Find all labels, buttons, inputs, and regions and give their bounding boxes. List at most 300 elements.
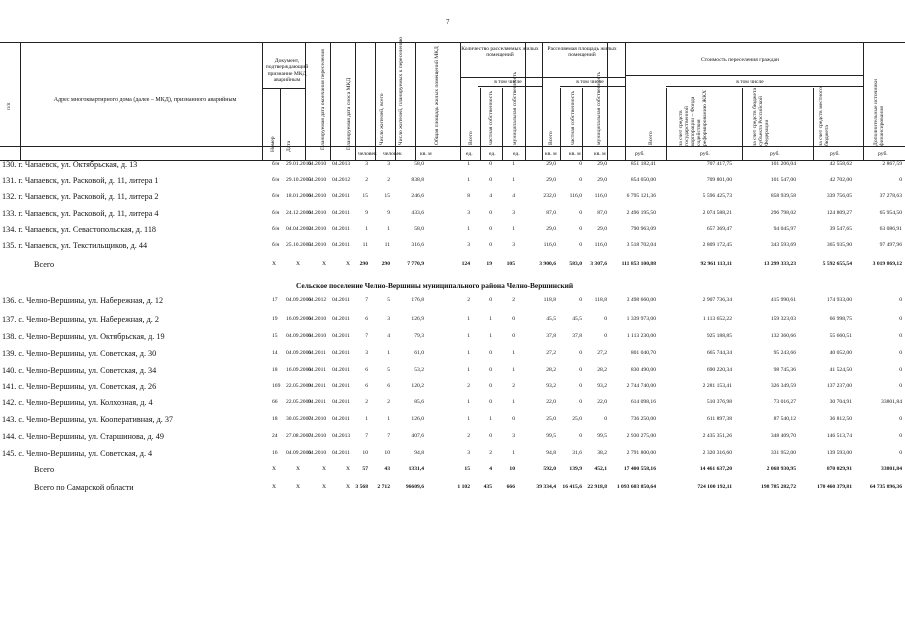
header-planned-end: Планируемая дата окончания переселения <box>320 49 326 150</box>
grid-vline <box>480 88 481 160</box>
cell-s: 45,5 <box>546 316 556 322</box>
cell-date: 16.09.2006 <box>286 316 312 322</box>
cell-sp: 0 <box>579 177 582 183</box>
cell-area: 433,6 <box>411 210 424 216</box>
cell-cf: 2 809 172,45 <box>702 242 732 248</box>
cell-cr: 101 547,00 <box>770 177 796 183</box>
cell-cf: 2 907 736,34 <box>702 297 732 303</box>
header-area-group: Расселяемая площадь жилых помещений <box>547 46 617 59</box>
cell-rt: 7 <box>365 433 368 439</box>
grid-vline <box>542 42 543 160</box>
cell-cr: 94 045,97 <box>773 226 796 232</box>
cell-rp: 6 <box>387 383 390 389</box>
cell-date: 04.09.2006 <box>286 333 312 339</box>
cell-pe: 04.2010 <box>308 210 327 216</box>
cell-cost: 17 400 558,16 <box>623 466 656 472</box>
cell-kp: 0 <box>489 350 492 356</box>
cell-cost: 851 182,41 <box>630 161 656 167</box>
cell-pe: 04.2010 <box>308 161 327 167</box>
cell-docn: б/н <box>272 177 280 183</box>
cell-pe: 04.2010 <box>308 333 327 339</box>
cell-date: 22.05.2009 <box>286 383 312 389</box>
cell-km: 4 <box>512 193 515 199</box>
cell-sp: 0 <box>579 226 582 232</box>
cell-pd: 04.2011 <box>332 193 350 199</box>
cell-kp: 435 <box>483 484 492 490</box>
cell-rt: 7 <box>365 297 368 303</box>
cell-sm: 29,0 <box>597 161 607 167</box>
cell-rt: 6 <box>365 383 368 389</box>
cell-pe: 04.2011 <box>308 399 326 405</box>
cell-k: 1 102 <box>457 484 470 490</box>
cell-date: 25.10.2005 <box>286 242 312 248</box>
header-address: Адрес многоквартирного дома (далее – МКД), признанного аварийным <box>53 97 237 103</box>
header-area-total: Всего <box>548 131 554 145</box>
cell-cl: 40 052,00 <box>829 350 852 356</box>
cell-rp: 9 <box>387 210 390 216</box>
cell-ex: 0 <box>899 450 902 456</box>
cell-rt: 290 <box>359 261 368 267</box>
cell-docn: 19 <box>272 316 278 322</box>
cell-cost: 2 496 195,50 <box>626 210 656 216</box>
cell-cr: 87 540,12 <box>773 416 796 422</box>
cell-pd: 04.2011 <box>332 242 350 248</box>
cell-pd: 04.2011 <box>332 210 350 216</box>
grid-hline <box>460 77 542 78</box>
cell-cost: 2 930 275,00 <box>626 433 656 439</box>
grid-vline <box>525 42 526 160</box>
header-cost-group: Стоимость переселения граждан <box>700 57 780 63</box>
cell-kp: 0 <box>489 367 492 373</box>
cell-cl: 36 812,50 <box>829 416 852 422</box>
cell-sp: 0 <box>579 399 582 405</box>
row-address: 130. г. Чапаевск, ул. Октябрьская, д. 13 <box>2 160 138 169</box>
cell-cl: 339 756,05 <box>826 193 852 199</box>
cell-cr: 2 068 930,95 <box>766 466 796 472</box>
unit-people1: человек <box>358 151 377 157</box>
cell-cf: 611 897,38 <box>707 416 732 422</box>
cell-rt: 6 <box>365 316 368 322</box>
unit-cell: руб. <box>635 151 645 157</box>
cell-km: 0 <box>512 316 515 322</box>
cell-rp: 5 <box>387 367 390 373</box>
cell-s: 93,2 <box>546 383 556 389</box>
cell-s: 29,0 <box>546 226 556 232</box>
header-planned-demolish: Планируемая дата сноса МКД <box>346 77 352 150</box>
cell-km: 105 <box>506 261 515 267</box>
header-cost-region: за счет средств бюджета субъекта Российской Федерации <box>752 88 770 146</box>
cell-cl: 146 513,74 <box>826 433 852 439</box>
header-area-incl: в том числе <box>576 79 604 85</box>
row-address: 140. с. Челно-Вершины, ул. Советская, д. 34 <box>2 366 157 375</box>
cell-pe: 04.2010 <box>308 450 327 456</box>
cell-cf: 657 369,47 <box>706 226 732 232</box>
cell-cf: 665 744,34 <box>706 350 732 356</box>
total-x: X <box>346 261 351 267</box>
cell-km: 10 <box>509 466 515 472</box>
cell-rp: 2 <box>387 399 390 405</box>
cell-km: 1 <box>512 367 515 373</box>
header-rooms-group: Количество расселяемых жилых помещений <box>461 46 539 59</box>
total-x: X <box>296 261 301 267</box>
row-address: 137. с. Челно-Вершины, ул. Набережная, д. 2 <box>2 315 159 324</box>
cell-rp: 1 <box>387 416 390 422</box>
cell-cl: 42 558,62 <box>829 161 852 167</box>
row-address: 144. с. Челно-Вершины, ул. Старшинова, д. 49 <box>2 432 164 441</box>
row-address: 145. с. Челно-Вершины, ул. Советская, д. 4 <box>2 449 153 458</box>
cell-cr: 198 785 282,72 <box>761 484 796 490</box>
cell-cf: 510 376,98 <box>706 399 732 405</box>
row-address: 135. г. Чапаевск, ул. Текстильщиков, д. 44 <box>2 241 148 250</box>
cell-kp: 4 <box>489 193 492 199</box>
grid-hline <box>542 77 625 78</box>
unit-cell: ед. <box>513 151 520 157</box>
cell-docn: 18 <box>272 416 278 422</box>
cell-cr: 331 952,00 <box>770 450 796 456</box>
unit-cell: кв. м <box>420 151 432 157</box>
cell-k: 1 <box>467 316 470 322</box>
cell-cf: 925 188,85 <box>706 333 732 339</box>
cell-kp: 0 <box>489 226 492 232</box>
cell-pd: 04.2011 <box>332 383 350 389</box>
cell-area: 176,8 <box>411 297 424 303</box>
cell-sm: 0 <box>604 416 607 422</box>
cell-kp: 0 <box>489 433 492 439</box>
cell-rt: 1 <box>365 226 368 232</box>
grid-vline <box>560 88 561 160</box>
cell-s: 232,0 <box>543 193 556 199</box>
cell-ex: 2 867,59 <box>882 161 902 167</box>
cell-docn: 14 <box>272 350 278 356</box>
cell-cost: 3 518 702,04 <box>626 242 656 248</box>
grid-vline <box>415 42 416 160</box>
cell-rp: 290 <box>381 261 390 267</box>
cell-kp: 0 <box>489 297 492 303</box>
cell-pd: 04.2013 <box>332 161 351 167</box>
cell-sp: 31,6 <box>572 450 582 456</box>
cell-pd: 04.2011 <box>332 367 350 373</box>
header-residents-planned: Число жителей, планируемых к переселению <box>398 36 404 145</box>
grid-vline <box>280 88 281 160</box>
cell-cl: 124 809,27 <box>826 210 852 216</box>
header-doc-date: Дата <box>286 140 292 152</box>
page-number: 7 <box>446 18 450 26</box>
cell-area: 838,8 <box>411 177 424 183</box>
cell-ex: 37 278,63 <box>879 193 902 199</box>
cell-rp: 4 <box>387 333 390 339</box>
cell-docn: б/н <box>272 242 280 248</box>
cell-rt: 7 <box>365 333 368 339</box>
total-x: X <box>322 466 327 472</box>
cell-pe: 04.2010 <box>308 177 327 183</box>
cell-rp: 3 <box>387 161 390 167</box>
cell-cost: 736 250,00 <box>630 416 656 422</box>
cell-cost: 801 040,70 <box>630 350 656 356</box>
cell-cr: 415 990,61 <box>770 297 796 303</box>
cell-date: 24.12.2006 <box>286 210 312 216</box>
cell-area: 1331,4 <box>408 466 424 472</box>
header-area-private: частная собственность <box>570 90 576 145</box>
cell-area: 85,6 <box>414 399 424 405</box>
grid-hline <box>262 88 305 89</box>
cell-docn: 169 <box>272 383 281 389</box>
cell-cf: 707 417,75 <box>706 161 732 167</box>
cell-ex: 0 <box>899 367 902 373</box>
cell-kp: 0 <box>489 242 492 248</box>
grid-vline <box>460 42 461 160</box>
cell-sm: 93,2 <box>597 383 607 389</box>
grid-vline <box>666 88 667 160</box>
cell-km: 2 <box>512 297 515 303</box>
cell-docn: б/н <box>272 193 280 199</box>
cell-kp: 4 <box>489 466 492 472</box>
total-x: X <box>322 261 327 267</box>
cell-k: 8 <box>467 193 470 199</box>
cell-area: 58,0 <box>414 161 424 167</box>
cell-cost: 790 963,09 <box>630 226 656 232</box>
cell-pe: 04.2010 <box>308 226 327 232</box>
cell-k: 1 <box>467 333 470 339</box>
cell-rt: 3 <box>365 161 368 167</box>
cell-ex: 64 735 896,36 <box>869 484 902 490</box>
cell-cl: 30 704,91 <box>829 399 852 405</box>
cell-kp: 0 <box>489 399 492 405</box>
cell-k: 15 <box>464 466 470 472</box>
cell-cost: 1 113 230,00 <box>626 333 656 339</box>
cell-pe: 04.2010 <box>308 316 327 322</box>
cell-docn: 15 <box>272 333 278 339</box>
cell-km: 1 <box>512 450 515 456</box>
row-address: 132. г. Чапаевск, ул. Расковой, д. 11, литера 2 <box>2 192 159 201</box>
cell-cr: 858 939,58 <box>770 193 796 199</box>
cell-cl: 39 547,65 <box>829 226 852 232</box>
cell-sm: 29,0 <box>597 177 607 183</box>
cell-ex: 0 <box>899 297 902 303</box>
row-address: 134. г. Чапаевск, ул. Севастопольская, д. 118 <box>2 225 157 234</box>
cell-cf: 92 961 113,11 <box>700 261 732 267</box>
cell-sm: 99,5 <box>597 433 607 439</box>
cell-cl: 139 593,00 <box>826 450 852 456</box>
cell-kp: 1 <box>489 416 492 422</box>
cell-area: 96609,6 <box>405 484 424 490</box>
cell-cost: 2 791 800,00 <box>626 450 656 456</box>
cell-rt: 57 <box>362 466 368 472</box>
cell-area: 407,6 <box>411 433 424 439</box>
cell-rp: 43 <box>384 466 390 472</box>
cell-date: 04.09.2006 <box>286 350 312 356</box>
grid-vline <box>502 88 503 160</box>
header-doc-number: Номер <box>270 136 276 152</box>
cell-rp: 3 <box>387 316 390 322</box>
total-x: X <box>346 466 351 472</box>
cell-cf: 2 320 316,60 <box>702 450 732 456</box>
row-address: 139. с. Челно-Вершины, ул. Советская, д. 30 <box>2 349 157 358</box>
cell-date: 04.09.2006 <box>286 450 312 456</box>
cell-cf: 2 074 588,21 <box>702 210 732 216</box>
cell-pd: 04.2011 <box>332 316 350 322</box>
cell-area: 120,2 <box>411 383 424 389</box>
cell-ex: 63 086,91 <box>879 226 902 232</box>
cell-rt: 2 <box>365 399 368 405</box>
cell-docn: 18 <box>272 367 278 373</box>
row-address: 141. с. Челно-Вершины, ул. Советская, д. 26 <box>2 382 157 391</box>
cell-ex: 0 <box>899 383 902 389</box>
cell-date: 04.09.2006 <box>286 297 312 303</box>
cell-ex: 3 019 869,12 <box>872 261 902 267</box>
header-cost-total: Всего <box>648 131 654 145</box>
total-x: X <box>272 466 277 472</box>
cell-s: 99,5 <box>546 433 556 439</box>
cell-sm: 87,0 <box>597 210 607 216</box>
cell-pd: 04.2011 <box>332 416 350 422</box>
cell-cl: 41 524,50 <box>829 367 852 373</box>
cell-s: 22,0 <box>546 399 556 405</box>
cell-ex: 0 <box>899 350 902 356</box>
total-x: X <box>272 484 277 490</box>
cell-rp: 2 712 <box>377 484 390 490</box>
cell-cl: 5 592 655,54 <box>822 261 852 267</box>
cell-kp: 0 <box>489 383 492 389</box>
cell-ex: 33801,84 <box>881 466 902 472</box>
cell-cr: 348 409,70 <box>770 433 796 439</box>
cell-rt: 3 <box>365 350 368 356</box>
cell-date: 27.08.2007 <box>286 433 312 439</box>
header-residents-total: Число жителей, всего <box>379 93 385 145</box>
cell-k: 3 <box>467 450 470 456</box>
cell-pd: 04.2011 <box>332 333 350 339</box>
cell-sm: 22 918,8 <box>587 484 607 490</box>
cell-km: 1 <box>512 350 515 356</box>
cell-sm: 116,0 <box>594 193 607 199</box>
cell-kp: 1 <box>489 333 492 339</box>
grid-hline <box>0 42 905 43</box>
cell-date: 30.05.2007 <box>286 416 312 422</box>
cell-s: 592,0 <box>543 466 556 472</box>
cell-area: 94,8 <box>414 450 424 456</box>
cell-s: 37,8 <box>546 333 556 339</box>
grid-hline <box>560 86 625 87</box>
cell-docn: б/н <box>272 226 280 232</box>
cell-sm: 0 <box>604 333 607 339</box>
cell-rt: 9 <box>365 210 368 216</box>
cell-km: 0 <box>512 416 515 422</box>
cell-rp: 11 <box>384 242 390 248</box>
cell-cost: 111 853 100,88 <box>621 261 656 267</box>
cell-sp: 583,0 <box>569 261 582 267</box>
cell-km: 2 <box>512 383 515 389</box>
header-cost-incl: в том числе <box>736 79 764 85</box>
cell-sm: 116,0 <box>594 242 607 248</box>
grid-hline <box>478 86 542 87</box>
cell-sp: 139,9 <box>569 466 582 472</box>
total-x: X <box>296 484 301 490</box>
cell-rt: 3 568 <box>355 484 368 490</box>
cell-k: 2 <box>467 383 470 389</box>
cell-rp: 5 <box>387 297 390 303</box>
row-address: 131. г. Чапаевск, ул. Расковой, д. 11, литера 1 <box>2 176 159 185</box>
cell-cl: 870 029,91 <box>826 466 852 472</box>
cell-k: 1 <box>467 367 470 373</box>
cell-cf: 690 220,34 <box>706 367 732 373</box>
unit-cell: руб. <box>700 151 710 157</box>
grid-vline <box>607 42 608 160</box>
cell-cr: 326 349,59 <box>770 383 796 389</box>
cell-date: 16.09.2006 <box>286 367 312 373</box>
cell-sm: 0 <box>604 316 607 322</box>
cell-cost: 614 098,16 <box>630 399 656 405</box>
cell-kp: 1 <box>489 316 492 322</box>
cell-docn: 24 <box>272 433 278 439</box>
cell-pe: 04.2012 <box>308 297 327 303</box>
cell-kp: 2 <box>489 450 492 456</box>
cell-cr: 98 745,36 <box>773 367 796 373</box>
cell-sp: 0 <box>579 210 582 216</box>
cell-km: 666 <box>506 484 515 490</box>
cell-docn: б/н <box>272 161 280 167</box>
cell-pe: 04.2010 <box>308 193 327 199</box>
cell-cl: 66 998,75 <box>829 316 852 322</box>
cell-sm: 118,8 <box>594 297 607 303</box>
row-address: 133. г. Чапаевск, ул. Расковой, д. 11, литера 4 <box>2 209 159 218</box>
cell-area: 61,0 <box>414 350 424 356</box>
cell-cost: 3 498 660,00 <box>626 297 656 303</box>
cell-rp: 1 <box>387 226 390 232</box>
cell-k: 3 <box>467 210 470 216</box>
cell-area: 126,0 <box>411 416 424 422</box>
cell-cost: 1 093 603 850,64 <box>616 484 656 490</box>
cell-cl: 137 237,00 <box>826 383 852 389</box>
grid-vline <box>355 42 356 160</box>
cell-kp: 0 <box>489 161 492 167</box>
grid-vline <box>330 42 331 160</box>
cell-sp: 37,8 <box>572 333 582 339</box>
cell-cf: 724 100 192,11 <box>697 484 732 490</box>
cell-cr: 73 016,27 <box>773 399 796 405</box>
cell-date: 04.04.2002 <box>286 226 312 232</box>
cell-km: 1 <box>512 177 515 183</box>
cell-pe: 04.2010 <box>308 433 327 439</box>
cell-area: 316,6 <box>411 242 424 248</box>
cell-area: 53,2 <box>414 367 424 373</box>
cell-km: 1 <box>512 161 515 167</box>
cell-kp: 19 <box>486 261 492 267</box>
cell-k: 3 <box>467 242 470 248</box>
cell-cf: 2 281 153,41 <box>702 383 732 389</box>
cell-sp: 0 <box>579 433 582 439</box>
cell-rp: 1 <box>387 350 390 356</box>
cell-cost: 830 490,00 <box>630 367 656 373</box>
cell-pd: 04.2011 <box>332 450 350 456</box>
cell-cr: 101 206,04 <box>770 161 796 167</box>
cell-ex: 0 <box>899 177 902 183</box>
cell-k: 1 <box>467 161 470 167</box>
cell-k: 1 <box>467 416 470 422</box>
grid-vline <box>863 42 864 160</box>
cell-sm: 452,1 <box>594 466 607 472</box>
cell-ex: 0 <box>899 333 902 339</box>
total-label: Всего <box>34 465 55 474</box>
total-label: Всего <box>34 260 55 269</box>
row-address: 143. с. Челно-Вершины, ул. Кооперативная, д. 37 <box>2 415 174 424</box>
cell-pe: 04.2010 <box>308 416 327 422</box>
cell-sm: 28,2 <box>597 367 607 373</box>
header-rooms-incl: в том числе <box>494 79 522 85</box>
cell-rp: 2 <box>387 177 390 183</box>
cell-cr: 159 323,03 <box>770 316 796 322</box>
cell-date: 22.05.2009 <box>286 399 312 405</box>
section-title: Сельское поселение Челно-Вершины муниципального района Челно-Вершинский <box>296 281 574 290</box>
cell-sp: 0 <box>579 161 582 167</box>
